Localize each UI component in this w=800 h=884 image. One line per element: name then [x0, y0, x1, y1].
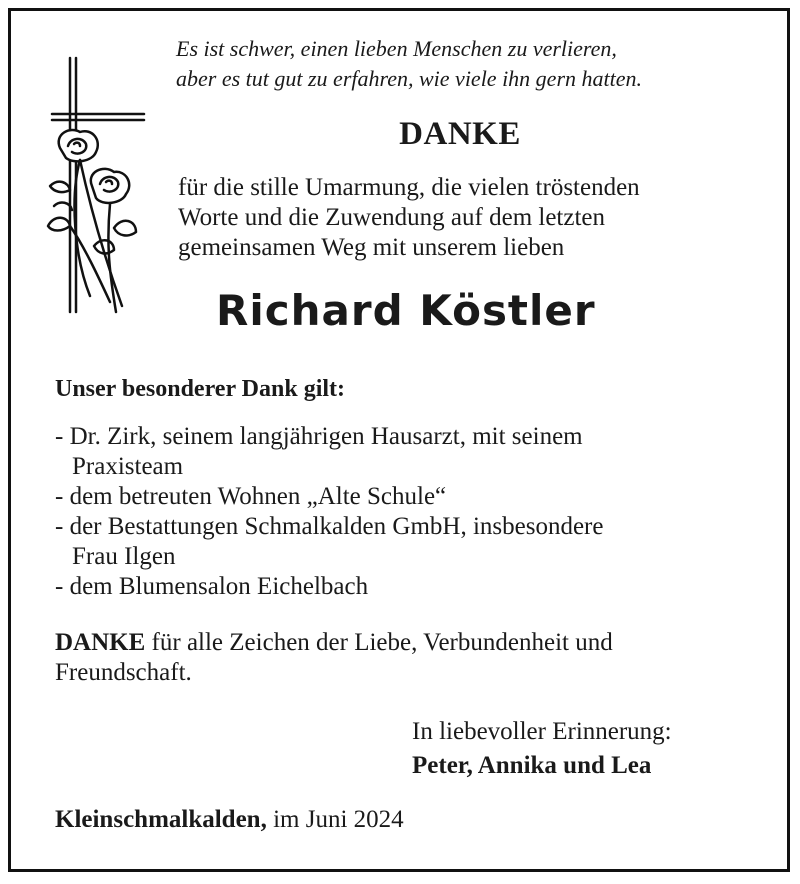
intro-text [178, 173, 758, 263]
signature-names: Peter, Annika und Lea [412, 752, 652, 779]
list-item: - dem betreuten Wohnen „Alte Schule“ [55, 483, 447, 510]
place-date [55, 806, 404, 834]
list-item: - der Bestattungen Schmalkalden GmbH, insbesondere [55, 513, 604, 540]
closing-text [55, 628, 775, 688]
closing-line-1 [55, 628, 775, 658]
date: im Juni 2024 [266, 806, 404, 833]
page-title: DANKE [399, 116, 521, 152]
quote [176, 34, 756, 94]
intro-line-2: Worte und die Zuwendung auf dem letzten [178, 204, 606, 231]
closing-danke: DANKE [55, 629, 146, 656]
cross-with-roses-icon [40, 56, 152, 320]
list-item-continuation: Frau Ilgen [72, 543, 176, 570]
quote-line-2: aber es tut gut zu erfahren, wie viele ihn gern hatten. [176, 66, 642, 91]
thanks-list [55, 422, 775, 602]
signature-label: In liebevoller Erinnerung: [412, 718, 672, 745]
closing-line-1-rest: für alle Zeichen der Liebe, Verbundenheit und [145, 629, 613, 656]
list-item: - Dr. Zirk, seinem langjährigen Hausarzt, mit seinem [55, 423, 583, 450]
deceased-name: Richard Köstler [216, 286, 596, 335]
quote-line-1: Es ist schwer, einen lieben Menschen zu verlieren, [176, 36, 617, 61]
list-item: - dem Blumensalon Eichelbach [55, 573, 369, 600]
intro-line-3: gemeinsamen Weg mit unserem lieben [178, 234, 565, 261]
place: Kleinschmalkalden, [55, 806, 267, 833]
list-item-continuation: Praxisteam [72, 453, 184, 480]
intro-line-1: für die stille Umarmung, die vielen tröstenden [178, 174, 640, 201]
closing-line-2: Freundschaft. [55, 659, 192, 686]
thanks-heading: Unser besonderer Dank gilt: [55, 376, 346, 402]
